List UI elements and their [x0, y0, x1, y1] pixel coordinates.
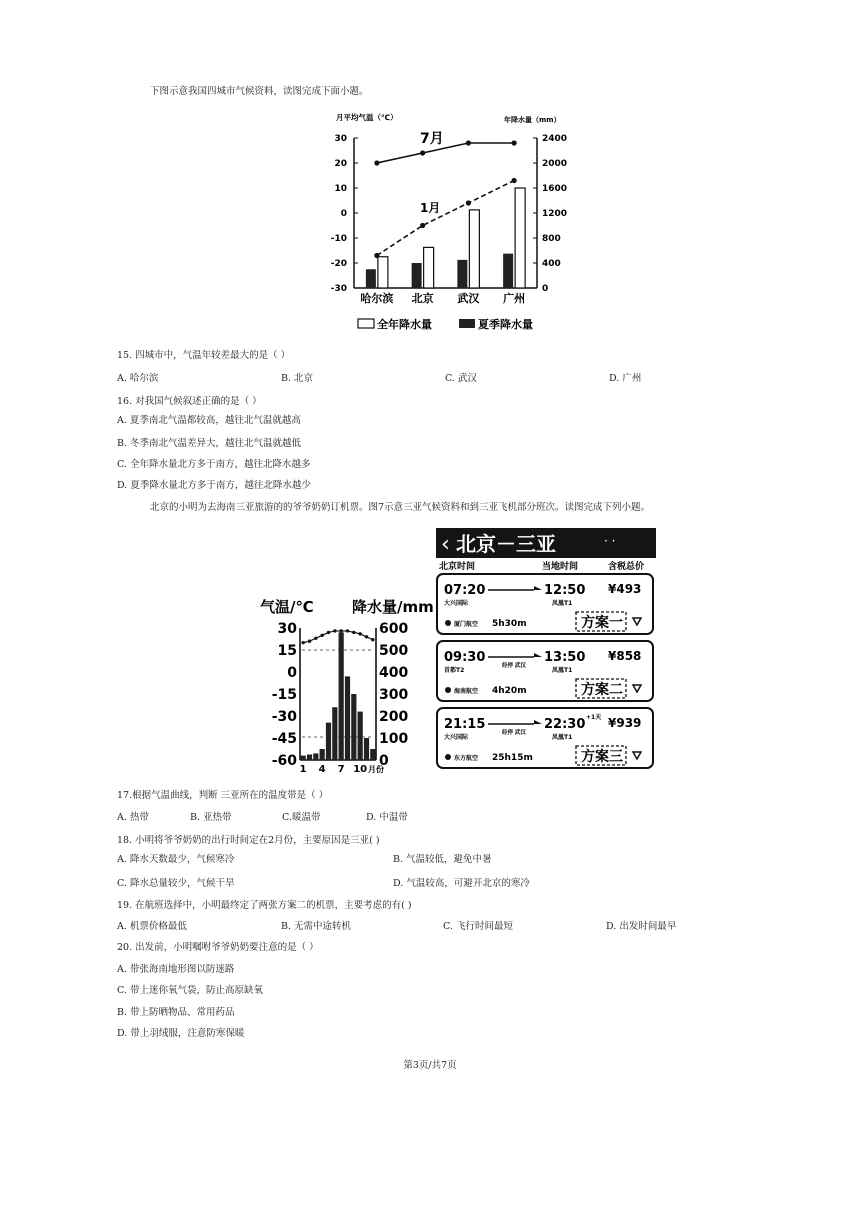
back-icon[interactable]: ‹ — [441, 532, 450, 557]
q17-option-a[interactable]: A. 热带 — [117, 812, 149, 823]
q15-option-a[interactable]: A. 哈尔滨 — [117, 373, 159, 384]
col-departure: 北京时间 — [439, 562, 476, 572]
jan-temp-line — [377, 181, 514, 256]
intro-text-1: 下图示意我国四城市气候资料，读图完成下面小题。 — [150, 86, 369, 97]
ticket-price: ¥858 — [608, 649, 642, 663]
q15-option-c[interactable]: C. 武汉 — [445, 373, 477, 384]
y2-tick-label: 0 — [542, 284, 549, 294]
q16-option-c[interactable]: C. 全年降水量北方多于南方，越往北降水越多 — [117, 459, 311, 470]
departure-time: 09:30 — [444, 650, 486, 665]
precip-tick-label: 500 — [379, 643, 409, 659]
q15-option-b[interactable]: B. 北京 — [281, 373, 314, 384]
flight-card[interactable] — [437, 708, 653, 768]
july-temp-point — [420, 150, 425, 155]
y-tick-label: 10 — [334, 184, 347, 194]
flight-card[interactable] — [437, 574, 653, 634]
precip-bar — [332, 707, 337, 760]
precip-bar — [326, 723, 331, 760]
q17-option-b[interactable]: B. 亚热带 — [190, 812, 232, 823]
july-temp-point — [374, 160, 379, 165]
y2-tick-label: 2400 — [542, 134, 568, 144]
q20-option-d[interactable]: D. 带上羽绒服，注意防寒保暖 — [117, 1028, 245, 1039]
summer-precip-bar — [503, 254, 513, 288]
legend-summer-swatch — [459, 319, 475, 328]
city-label: 武汉 — [457, 292, 480, 305]
flight-duration: 25h15m — [492, 753, 533, 763]
y-tick-label: 30 — [334, 134, 347, 144]
flight-duration: 5h30m — [492, 619, 527, 629]
precip-tick-label: 0 — [379, 753, 389, 769]
stopover-label: 经停 武汉 — [502, 663, 526, 669]
temp-point — [371, 638, 374, 641]
y2-tick-label: 400 — [542, 259, 561, 269]
q19-option-d[interactable]: D. 出发时间最早 — [606, 921, 677, 932]
summer-precip-bar — [366, 269, 376, 288]
jan-temp-point — [374, 253, 379, 258]
departure-time: 21:15 — [444, 717, 486, 732]
q16-option-d[interactable]: D. 夏季降水量北方多于南方，越往北降水越少 — [117, 480, 311, 491]
precip-axis-label: 降水量/mm — [352, 598, 434, 616]
ticket-price: ¥939 — [608, 716, 642, 730]
header-dots: · · — [604, 534, 616, 548]
q18-option-b[interactable]: B. 气温较低，避免中暑 — [393, 854, 492, 865]
temp-point — [333, 629, 336, 632]
precip-bar — [320, 749, 325, 760]
temp-line — [303, 631, 373, 643]
precip-bar — [358, 712, 363, 760]
month-tick-label: 7 — [337, 764, 345, 775]
airline-logo-icon — [445, 754, 451, 760]
q20-option-c[interactable]: C. 带上迷你氧气袋，防止高原缺氧 — [117, 985, 263, 996]
precip-bar — [301, 756, 306, 760]
plan-label: 方案三 — [581, 749, 623, 765]
temp-tick-label: -60 — [271, 753, 297, 769]
page-number: 第3页/共7页 — [403, 1060, 457, 1071]
y2-tick-label: 2000 — [542, 159, 568, 169]
temp-tick-label: -15 — [271, 687, 297, 703]
q16-option-b[interactable]: B. 冬季南北气温差异大，越往北气温就越低 — [117, 438, 302, 449]
precip-tick-label: 400 — [379, 665, 409, 681]
temp-point — [327, 631, 330, 634]
airline-logo-icon — [445, 687, 451, 693]
sanya-climate-chart — [258, 596, 438, 774]
departure-time: 07:20 — [444, 583, 486, 598]
q19-option-c[interactable]: C. 飞行时间最短 — [443, 921, 513, 932]
col-price: 含税总价 — [608, 562, 645, 572]
arrival-time: 22:30 — [544, 717, 586, 732]
month-unit: 月份 — [368, 765, 384, 774]
precip-tick-label: 600 — [379, 621, 409, 637]
y-tick-label: -20 — [330, 259, 347, 269]
temp-tick-label: 0 — [287, 665, 297, 681]
q16-option-a[interactable]: A. 夏季南北气温都较高，越往北气温就越高 — [117, 415, 301, 426]
temp-tick-label: -30 — [271, 709, 297, 725]
city-label: 哈尔滨 — [360, 292, 394, 305]
q16-stem: 16. 对我国气候叙述正确的是（ ） — [117, 396, 262, 407]
airline-name: 东方航空 — [454, 755, 479, 762]
flight-panel — [436, 528, 656, 774]
y-tick-label: -30 — [330, 284, 347, 294]
temp-point — [301, 641, 304, 644]
col-arrival: 当地时间 — [542, 562, 579, 572]
four-cities-climate-chart — [330, 108, 568, 336]
precip-tick-label: 100 — [379, 731, 409, 747]
q19-option-a[interactable]: A. 机票价格最低 — [117, 921, 187, 932]
legend-annual-label: 全年降水量 — [377, 318, 432, 331]
departure-airport: 大兴国际 — [444, 600, 469, 607]
july-label: 7月 — [420, 131, 444, 147]
arrival-airport: 凤凰T1 — [552, 734, 573, 741]
q17-stem: 17.根据气温曲线，判断 三亚所在的温度带是（ ） — [117, 790, 329, 801]
y-tick-label: -10 — [330, 234, 347, 244]
arrival-time: 13:50 — [544, 650, 586, 665]
y-tick-label: 20 — [334, 159, 347, 169]
temp-tick-label: 15 — [277, 643, 297, 659]
temp-point — [365, 635, 368, 638]
legend-summer-label: 夏季降水量 — [478, 318, 533, 331]
precip-bar — [313, 753, 318, 760]
q18-option-d[interactable]: D. 气温较高，可避开北京的寒冷 — [393, 878, 530, 889]
legend-annual-swatch — [358, 319, 374, 328]
precip-bar — [307, 755, 312, 761]
airline-name: 厦门航空 — [454, 621, 479, 628]
temp-point — [339, 629, 342, 632]
annual-precip-bar — [469, 210, 479, 288]
y-tick-label: 0 — [340, 209, 347, 219]
q20-option-a[interactable]: A. 带张海南地形图以防迷路 — [117, 964, 235, 975]
y2-tick-label: 1200 — [542, 209, 568, 219]
precip-bar — [339, 632, 344, 760]
july-temp-line — [377, 143, 514, 163]
jan-temp-point — [420, 223, 425, 228]
q15-stem: 15. 四城市中，气温年较差最大的是（ ） — [117, 350, 291, 361]
jan-temp-point — [466, 200, 471, 205]
jan-temp-point — [512, 178, 517, 183]
precip-tick-label: 300 — [379, 687, 409, 703]
temp-point — [308, 640, 311, 643]
y2-tick-label: 1600 — [542, 184, 568, 194]
jan-label: 1月 — [420, 201, 441, 215]
temp-point — [352, 631, 355, 634]
q18-stem: 18. 小明将爷爷奶奶的出行时间定在2月份，主要原因是三亚( ) — [117, 835, 380, 846]
precip-bar — [370, 749, 375, 760]
arrival-airport: 凤凰T1 — [552, 600, 573, 607]
q18-option-c[interactable]: C. 降水总量较少，气候干旱 — [117, 878, 235, 889]
q17-option-d[interactable]: D. 中温带 — [366, 812, 408, 823]
plan-label: 方案一 — [581, 615, 623, 631]
annual-precip-bar — [378, 257, 388, 288]
departure-airport: 大兴国际 — [444, 734, 469, 741]
q20-stem: 20. 出发前，小明嘱咐爷爷奶奶要注意的是（ ） — [117, 942, 319, 953]
arrival-airport: 凤凰T1 — [552, 667, 573, 674]
y-right-label: 年降水量（mm） — [504, 116, 561, 124]
q19-option-b[interactable]: B. 无需中途转机 — [281, 921, 352, 932]
precip-bar — [351, 694, 356, 760]
month-tick-label: 4 — [318, 764, 326, 775]
precip-bar — [345, 676, 350, 760]
q17-option-c[interactable]: C.暖温带 — [282, 812, 321, 823]
route-title: 北京－三亚 — [456, 532, 556, 556]
q18-option-a[interactable]: A. 降水天数最少，气候寒冷 — [117, 854, 235, 865]
intro-text-2: 北京的小明为去海南三亚旅游的的爷爷奶奶订机票。图7示意三亚气候资料和到三亚飞机部分班次。读图完成下列小题。 — [150, 502, 651, 513]
city-label: 北京 — [411, 292, 434, 305]
temp-point — [320, 634, 323, 637]
temp-point — [358, 632, 361, 635]
airline-logo-icon — [445, 620, 451, 626]
departure-airport: 首都T2 — [444, 667, 465, 674]
temp-tick-label: 30 — [277, 621, 297, 637]
temp-tick-label: -45 — [271, 731, 297, 747]
precip-bar — [364, 738, 369, 760]
summer-precip-bar — [457, 260, 467, 288]
plan-label: 方案二 — [581, 682, 623, 698]
q15-option-d[interactable]: D. 广州 — [609, 373, 642, 384]
y2-tick-label: 800 — [542, 234, 561, 244]
temp-axis-label: 气温/℃ — [260, 598, 314, 616]
july-temp-point — [512, 140, 517, 145]
month-tick-label: 1 — [299, 764, 307, 775]
annual-precip-bar — [424, 247, 434, 288]
flight-duration: 4h20m — [492, 686, 527, 696]
july-temp-point — [466, 140, 471, 145]
stopover-label: 经停 武汉 — [502, 730, 526, 736]
q20-option-b[interactable]: B. 带上防晒物品、常用药品 — [117, 1007, 235, 1018]
annual-precip-bar — [515, 188, 525, 288]
summer-precip-bar — [412, 263, 422, 288]
ticket-price: ¥493 — [608, 582, 642, 596]
q19-stem: 19. 在航班选择中，小明最终定了两张方案二的机票，主要考虑的有( ) — [117, 900, 412, 911]
arrival-time: 12:50 — [544, 583, 586, 598]
precip-tick-label: 200 — [379, 709, 409, 725]
temp-point — [346, 629, 349, 632]
flight-card[interactable] — [437, 641, 653, 701]
y-left-label: 月平均气温（℃） — [336, 113, 398, 122]
month-tick-label: 10 — [353, 764, 368, 775]
airline-name: 海南航空 — [454, 688, 479, 695]
temp-point — [314, 637, 317, 640]
next-day-badge: +1天 — [586, 714, 602, 721]
city-label: 广州 — [503, 292, 526, 305]
